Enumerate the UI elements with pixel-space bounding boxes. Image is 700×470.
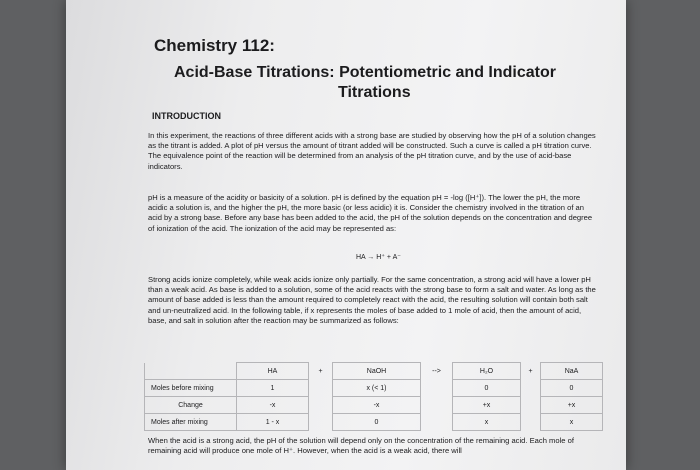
table-header-cell: NaA: [541, 363, 603, 380]
ionization-equation: HA → H⁺ + A⁻: [356, 254, 401, 261]
table-cell: [309, 397, 333, 414]
table-cell: +x: [541, 397, 603, 414]
table-cell: [521, 397, 541, 414]
table-row-label: Change: [145, 397, 237, 414]
table-cell: 0: [541, 380, 603, 397]
table-cell: -x: [333, 397, 421, 414]
table-row: [145, 380, 603, 397]
table-cell: x: [541, 414, 603, 431]
table-cell: [521, 414, 541, 431]
table-cell: 1 - x: [237, 414, 309, 431]
table-cell: [421, 414, 453, 431]
table-cell: +x: [453, 397, 521, 414]
table-cell: [521, 380, 541, 397]
document-page: [66, 0, 626, 470]
table-row: [145, 397, 603, 414]
table-header-cell: +: [521, 363, 541, 380]
experiment-title-line1: Acid-Base Titrations: Potentiometric and Indicator: [174, 64, 556, 81]
table-header-cell: NaOH: [333, 363, 421, 380]
table-header-cell: -->: [421, 363, 453, 380]
table-header-row: [145, 363, 603, 380]
strong-acid-paragraph: When the acid is a strong acid, the pH of the solution will depend only on the concentration of the remaining acid. Each mole of remaining acid will produce one mole of H⁺. However, when the acid is a weak acid, there will: [148, 436, 574, 456]
section-heading: INTRODUCTION: [152, 111, 221, 121]
ph-paragraph: pH is a measure of the acidity or basicity of a solution. pH is defined by the equation pH = -log ([H⁺]). The lower the pH, the more acidic a solution is, and the higher the pH, the more basic (or less acidic) it is. Consider the chemistry involved in the titration of an acid by a strong base. Before any base has been added to the acid, the pH of the solution depends on the concentration and degree of ionization of the acid. The ionization of the acid may be represented as:: [148, 193, 593, 233]
table-cell: [309, 414, 333, 431]
table-row-label: Moles before mixing: [145, 380, 237, 397]
table-header-cell: +: [309, 363, 333, 380]
intro-paragraph: In this experiment, the reactions of three different acids with a strong base are studied by observing how the pH of a solution changes as the titrant is added. A plot of pH versus the amount of titrant added will be constructed. Such a curve is called a pH titration curve. The equivalence point of the reaction will be determined from an analysis of the pH titration curve, and by the use of acid-base indicators.: [148, 131, 596, 171]
table-row-label: Moles after mixing: [145, 414, 237, 431]
table-header-cell: [145, 363, 237, 380]
table-cell: 0: [453, 380, 521, 397]
table-header-cell: HA: [237, 363, 309, 380]
table-cell: [421, 397, 453, 414]
reaction-table: [144, 362, 603, 431]
table-cell: [421, 380, 453, 397]
table-row: [145, 414, 603, 431]
table-cell: [309, 380, 333, 397]
table-cell: -x: [237, 397, 309, 414]
acid-strength-paragraph: Strong acids ionize completely, while weak acids ionize only partially. For the same concentration, a strong acid will have a lower pH than a weak acid. As base is added to a solution, some of the acid reacts with the strong base to form a salt and water. As long as the amount of base added is less than the amount required to completely react with the acid, the resulting solution will contain both salt and un-neutralized acid. In the following table, if x represents the moles of base added to 1 mole of acid, then the amount of acid, base, and salt in solution after the reaction may be summarized as follows:: [148, 275, 596, 325]
experiment-title-line2: Titrations: [338, 84, 411, 101]
table-cell: 0: [333, 414, 421, 431]
table-cell: 1: [237, 380, 309, 397]
table-cell: x (< 1): [333, 380, 421, 397]
table-header-cell: H₂O: [453, 363, 521, 380]
course-title: Chemistry 112:: [154, 36, 275, 55]
table-cell: x: [453, 414, 521, 431]
